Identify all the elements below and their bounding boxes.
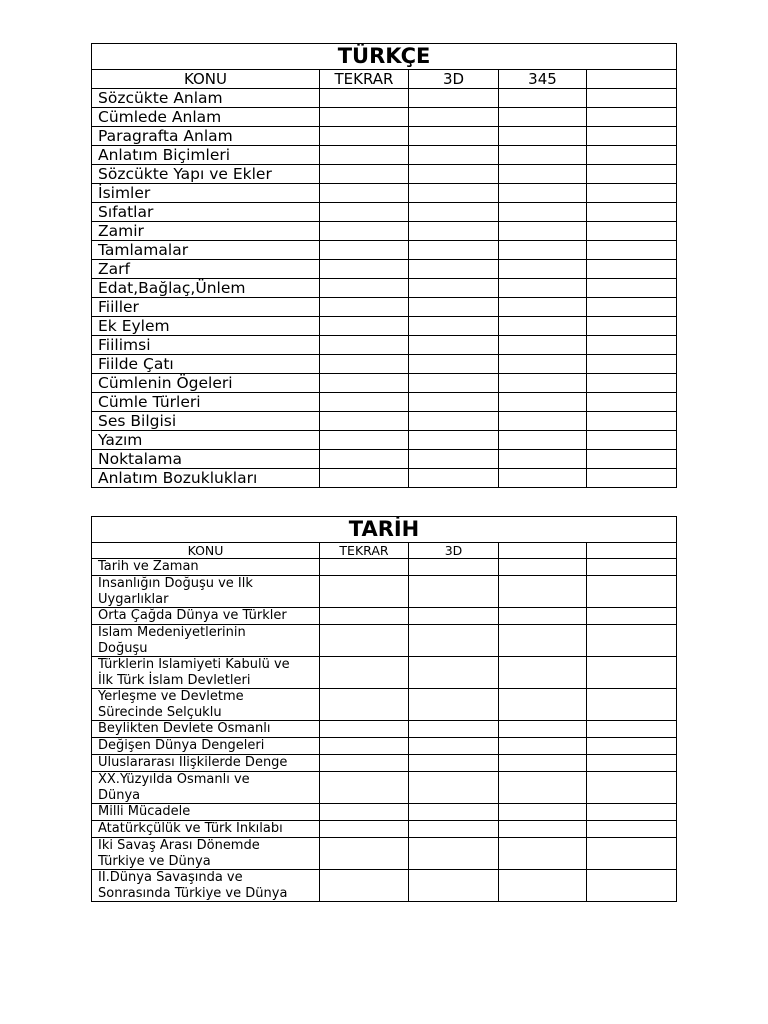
- tarih-cell[interactable]: [320, 657, 409, 689]
- tarih-cell[interactable]: [587, 870, 677, 902]
- tarih-row: [92, 559, 677, 576]
- turkce-cell[interactable]: [409, 89, 499, 108]
- turkce-cell[interactable]: [499, 108, 587, 127]
- turkce-cell[interactable]: [499, 260, 587, 279]
- turkce-cell[interactable]: [409, 279, 499, 298]
- turkce-cell[interactable]: [320, 431, 409, 450]
- turkce-cell[interactable]: [320, 469, 409, 488]
- tarih-cell[interactable]: [320, 689, 409, 721]
- turkce-cell[interactable]: [409, 222, 499, 241]
- tarih-cell[interactable]: [587, 576, 677, 608]
- turkce-topic: Tamlamalar: [92, 241, 320, 260]
- tarih-cell[interactable]: [499, 772, 587, 804]
- turkce-row: [92, 222, 677, 241]
- tarih-cell[interactable]: [499, 838, 587, 870]
- turkce-cell[interactable]: [320, 222, 409, 241]
- turkce-topic: Sözcükte Yapı ve Ekler: [92, 165, 320, 184]
- tarih-row: [92, 576, 677, 608]
- tarih-cell[interactable]: [499, 625, 587, 657]
- turkce-cell[interactable]: [499, 184, 587, 203]
- tarih-cell[interactable]: [409, 838, 499, 870]
- turkce-cell[interactable]: [320, 317, 409, 336]
- turkce-topic: Fiilimsi: [92, 336, 320, 355]
- turkce-row: [92, 89, 677, 108]
- turkce-cell[interactable]: [320, 203, 409, 222]
- tarih-cell[interactable]: [499, 755, 587, 772]
- turkce-topic: Edat,Bağlaç,Ünlem: [92, 279, 320, 298]
- tarih-cell[interactable]: [409, 689, 499, 721]
- turkce-row: [92, 165, 677, 184]
- tarih-cell[interactable]: [409, 576, 499, 608]
- tarih-cell[interactable]: [499, 576, 587, 608]
- tarih-cell[interactable]: [587, 721, 677, 738]
- turkce-row: [92, 355, 677, 374]
- tarih-cell[interactable]: [320, 821, 409, 838]
- tarih-table: [91, 516, 677, 902]
- tarih-cell[interactable]: [409, 738, 499, 755]
- turkce-cell[interactable]: [320, 127, 409, 146]
- tarih-cell[interactable]: [499, 657, 587, 689]
- tarih-row: [92, 657, 677, 689]
- tarih-topic: Tarih ve Zaman: [92, 559, 320, 576]
- turkce-cell[interactable]: [587, 127, 677, 146]
- tarih-topic: Atatürkçülük ve Türk Inkılabı: [92, 821, 320, 838]
- turkce-topic: Yazım: [92, 431, 320, 450]
- turkce-cell[interactable]: [409, 469, 499, 488]
- turkce-cell[interactable]: [409, 127, 499, 146]
- turkce-cell[interactable]: [320, 146, 409, 165]
- turkce-cell[interactable]: [499, 412, 587, 431]
- turkce-row: [92, 336, 677, 355]
- turkce-cell[interactable]: [499, 355, 587, 374]
- turkce-cell[interactable]: [587, 146, 677, 165]
- turkce-cell[interactable]: [587, 222, 677, 241]
- turkce-topic: Sözcükte Anlam: [92, 89, 320, 108]
- tarih-cell[interactable]: [499, 738, 587, 755]
- tarih-cell[interactable]: [409, 804, 499, 821]
- tarih-cell[interactable]: [499, 608, 587, 625]
- turkce-cell[interactable]: [587, 450, 677, 469]
- turkce-cell[interactable]: [409, 241, 499, 260]
- tarih-cell[interactable]: [409, 657, 499, 689]
- turkce-cell[interactable]: [409, 298, 499, 317]
- turkce-cell[interactable]: [409, 355, 499, 374]
- turkce-row: [92, 184, 677, 203]
- turkce-row: [92, 127, 677, 146]
- tarih-cell[interactable]: [409, 755, 499, 772]
- tarih-cell[interactable]: [320, 625, 409, 657]
- tarih-cell[interactable]: [320, 838, 409, 870]
- turkce-topic: Fiiller: [92, 298, 320, 317]
- tarih-title: TARİH: [92, 517, 677, 543]
- tarih-row: [92, 821, 677, 838]
- turkce-cell[interactable]: [499, 431, 587, 450]
- turkce-row: [92, 203, 677, 222]
- turkce-cell[interactable]: [499, 241, 587, 260]
- tarih-cell[interactable]: [587, 804, 677, 821]
- turkce-cell[interactable]: [320, 108, 409, 127]
- turkce-cell[interactable]: [587, 336, 677, 355]
- turkce-cell[interactable]: [320, 241, 409, 260]
- turkce-cell[interactable]: [409, 374, 499, 393]
- tarih-cell[interactable]: [409, 625, 499, 657]
- turkce-cell[interactable]: [587, 431, 677, 450]
- turkce-cell[interactable]: [320, 184, 409, 203]
- turkce-cell[interactable]: [499, 89, 587, 108]
- tarih-row: [92, 804, 677, 821]
- turkce-cell[interactable]: [587, 393, 677, 412]
- turkce-topic: Paragrafta Anlam: [92, 127, 320, 146]
- tarih-cell[interactable]: [320, 804, 409, 821]
- tarih-cell[interactable]: [587, 838, 677, 870]
- tarih-row: [92, 772, 677, 804]
- turkce-topic: Ses Bilgisi: [92, 412, 320, 431]
- tarih-cell[interactable]: [320, 738, 409, 755]
- turkce-cell[interactable]: [587, 412, 677, 431]
- turkce-cell[interactable]: [320, 374, 409, 393]
- tarih-row: [92, 738, 677, 755]
- tarih-row: [92, 755, 677, 772]
- tarih-header-blank-2: [587, 543, 677, 559]
- turkce-cell[interactable]: [320, 298, 409, 317]
- tarih-cell[interactable]: [587, 738, 677, 755]
- turkce-cell[interactable]: [409, 146, 499, 165]
- turkce-cell[interactable]: [409, 431, 499, 450]
- tarih-header-blank-1: [499, 543, 587, 559]
- tarih-cell[interactable]: [499, 870, 587, 902]
- tarih-cell[interactable]: [587, 689, 677, 721]
- turkce-row: [92, 241, 677, 260]
- turkce-row: [92, 260, 677, 279]
- tarih-row: [92, 689, 677, 721]
- turkce-topic: Noktalama: [92, 450, 320, 469]
- tarih-topic: Yerleşme ve Devletme Sürecinde Selçuklu: [92, 689, 320, 721]
- turkce-cell[interactable]: [499, 222, 587, 241]
- turkce-header-blank: [587, 70, 677, 89]
- turkce-topic: Zamir: [92, 222, 320, 241]
- turkce-cell[interactable]: [409, 412, 499, 431]
- tarih-header-3d: 3D: [409, 543, 499, 559]
- tarih-row: [92, 870, 677, 902]
- turkce-topic: Anlatım Bozuklukları: [92, 469, 320, 488]
- tarih-header-tekrar: TEKRAR: [320, 543, 409, 559]
- turkce-cell[interactable]: [320, 279, 409, 298]
- tarih-cell[interactable]: [409, 559, 499, 576]
- turkce-cell[interactable]: [499, 317, 587, 336]
- turkce-cell[interactable]: [587, 260, 677, 279]
- turkce-cell[interactable]: [587, 317, 677, 336]
- tarih-cell[interactable]: [409, 721, 499, 738]
- turkce-topic: Anlatım Biçimleri: [92, 146, 320, 165]
- tarih-cell[interactable]: [409, 772, 499, 804]
- turkce-cell[interactable]: [499, 469, 587, 488]
- turkce-cell[interactable]: [499, 165, 587, 184]
- turkce-header-345: 345: [499, 70, 587, 89]
- tarih-topic: II.Dünya Savaşında ve Sonrasında Türkiye ve Dünya: [92, 870, 320, 902]
- turkce-topic: Cümle Türleri: [92, 393, 320, 412]
- turkce-row: [92, 431, 677, 450]
- turkce-cell[interactable]: [587, 298, 677, 317]
- tarih-topic: Orta Çağda Dünya ve Türkler: [92, 608, 320, 625]
- turkce-cell[interactable]: [499, 146, 587, 165]
- turkce-header-konu: KONU: [92, 70, 320, 89]
- turkce-row: [92, 146, 677, 165]
- turkce-cell[interactable]: [320, 450, 409, 469]
- turkce-title: TÜRKÇE: [92, 44, 677, 70]
- tarih-cell[interactable]: [320, 772, 409, 804]
- turkce-topic: İsimler: [92, 184, 320, 203]
- tarih-topic: XX.Yüzyılda Osmanlı ve Dünya: [92, 772, 320, 804]
- tarih-cell[interactable]: [499, 689, 587, 721]
- turkce-cell[interactable]: [409, 336, 499, 355]
- tarih-cell[interactable]: [587, 608, 677, 625]
- turkce-cell[interactable]: [409, 165, 499, 184]
- turkce-cell[interactable]: [587, 374, 677, 393]
- tarih-row: [92, 608, 677, 625]
- turkce-row: [92, 393, 677, 412]
- turkce-cell[interactable]: [499, 393, 587, 412]
- tarih-topic: Türklerin Islamiyeti Kabulü ve İlk Türk İslam Devletleri: [92, 657, 320, 689]
- turkce-cell[interactable]: [499, 279, 587, 298]
- tarih-row: [92, 721, 677, 738]
- tarih-row: [92, 625, 677, 657]
- turkce-header-3d: 3D: [409, 70, 499, 89]
- tarih-cell[interactable]: [587, 657, 677, 689]
- turkce-cell[interactable]: [499, 336, 587, 355]
- tarih-topic: Iki Savaş Arası Dönemde Türkiye ve Dünya: [92, 838, 320, 870]
- turkce-cell[interactable]: [499, 374, 587, 393]
- tarih-cell[interactable]: [587, 559, 677, 576]
- turkce-cell[interactable]: [587, 184, 677, 203]
- turkce-row: [92, 298, 677, 317]
- turkce-cell[interactable]: [587, 279, 677, 298]
- turkce-header-tekrar: TEKRAR: [320, 70, 409, 89]
- tarih-cell[interactable]: [320, 608, 409, 625]
- tarih-topic: Milli Mücadele: [92, 804, 320, 821]
- tarih-cell[interactable]: [320, 576, 409, 608]
- turkce-cell[interactable]: [499, 203, 587, 222]
- turkce-cell[interactable]: [587, 203, 677, 222]
- tarih-cell[interactable]: [499, 821, 587, 838]
- turkce-cell[interactable]: [320, 165, 409, 184]
- turkce-cell[interactable]: [409, 108, 499, 127]
- turkce-cell[interactable]: [409, 184, 499, 203]
- tarih-cell[interactable]: [587, 625, 677, 657]
- turkce-row: [92, 108, 677, 127]
- tarih-cell[interactable]: [587, 755, 677, 772]
- turkce-cell[interactable]: [409, 450, 499, 469]
- turkce-cell[interactable]: [499, 298, 587, 317]
- turkce-table: [91, 43, 677, 488]
- turkce-cell[interactable]: [587, 89, 677, 108]
- turkce-topic: Cümlenin Ögeleri: [92, 374, 320, 393]
- turkce-cell[interactable]: [409, 260, 499, 279]
- tarih-topic: Uluslararası Ilişkilerde Denge: [92, 755, 320, 772]
- tarih-cell[interactable]: [409, 608, 499, 625]
- tarih-cell[interactable]: [499, 721, 587, 738]
- turkce-row: [92, 450, 677, 469]
- turkce-cell[interactable]: [409, 393, 499, 412]
- tarih-cell[interactable]: [499, 804, 587, 821]
- turkce-row: [92, 469, 677, 488]
- tarih-topic: İnsanlığın Doğuşu ve İlk Uygarlıklar: [92, 576, 320, 608]
- turkce-cell[interactable]: [587, 355, 677, 374]
- tarih-header-konu: KONU: [92, 543, 320, 559]
- turkce-topic: Zarf: [92, 260, 320, 279]
- turkce-cell[interactable]: [409, 203, 499, 222]
- tarih-topic: Değişen Dünya Dengeleri: [92, 738, 320, 755]
- turkce-cell[interactable]: [499, 450, 587, 469]
- tarih-cell[interactable]: [409, 870, 499, 902]
- turkce-topic: Fiilde Çatı: [92, 355, 320, 374]
- turkce-row: [92, 374, 677, 393]
- turkce-cell[interactable]: [587, 165, 677, 184]
- tarih-topic: Islam Medeniyetlerinin Doğuşu: [92, 625, 320, 657]
- tarih-cell[interactable]: [409, 821, 499, 838]
- tarih-cell[interactable]: [499, 559, 587, 576]
- turkce-cell[interactable]: [587, 108, 677, 127]
- tarih-cell[interactable]: [587, 772, 677, 804]
- turkce-cell[interactable]: [587, 241, 677, 260]
- turkce-topic: Sıfatlar: [92, 203, 320, 222]
- turkce-cell[interactable]: [320, 355, 409, 374]
- turkce-cell[interactable]: [499, 127, 587, 146]
- tarih-cell[interactable]: [587, 821, 677, 838]
- tarih-topic: Beylikten Devlete Osmanlı: [92, 721, 320, 738]
- turkce-row: [92, 317, 677, 336]
- turkce-cell[interactable]: [320, 393, 409, 412]
- tarih-cell[interactable]: [320, 755, 409, 772]
- turkce-cell[interactable]: [320, 260, 409, 279]
- turkce-topic: Ek Eylem: [92, 317, 320, 336]
- tarih-cell[interactable]: [320, 721, 409, 738]
- turkce-cell[interactable]: [587, 469, 677, 488]
- turkce-cell[interactable]: [320, 336, 409, 355]
- turkce-row: [92, 279, 677, 298]
- tarih-row: [92, 838, 677, 870]
- tarih-cell[interactable]: [320, 870, 409, 902]
- turkce-cell[interactable]: [320, 89, 409, 108]
- turkce-row: [92, 412, 677, 431]
- turkce-cell[interactable]: [409, 317, 499, 336]
- tarih-cell[interactable]: [320, 559, 409, 576]
- turkce-topic: Cümlede Anlam: [92, 108, 320, 127]
- turkce-cell[interactable]: [320, 412, 409, 431]
